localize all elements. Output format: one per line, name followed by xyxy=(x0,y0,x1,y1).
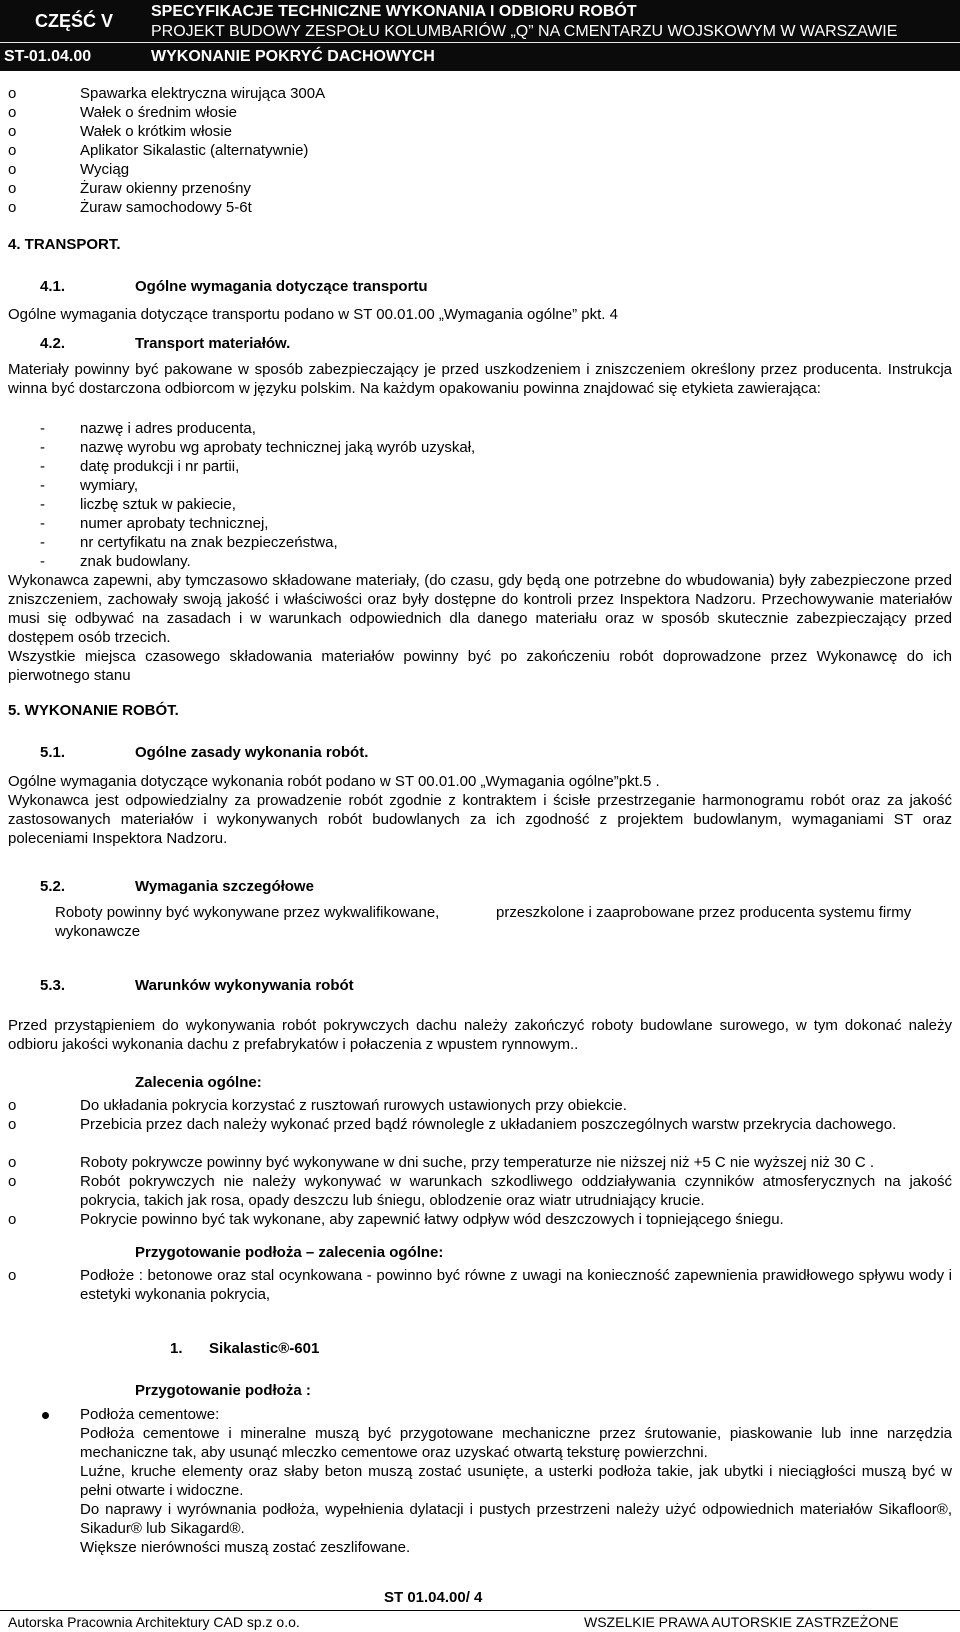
section-4-2-title: Transport materiałów. xyxy=(135,335,291,352)
cement-paragraph-1: Podłoża cementowe i mineralne muszą być przygotowane mechaniczne przez śrutowanie, piaskowanie lub inne narzędzia mechaniczne tak, aby usunąć mleczko cementowe oraz uzyskać otwartą teksturę powierzchni. xyxy=(80,1425,952,1461)
section-4-heading: 4. TRANSPORT. xyxy=(8,236,121,253)
dash-marker: - xyxy=(40,439,45,456)
footer-divider xyxy=(0,1610,960,1611)
cement-paragraph-2: Luźne, kruche elementy oraz słaby beton muszą zostać usunięte, a usterki podłoża takie, jak ubytki i nieciągłości muszą być w pełni otwarte i widoczne. xyxy=(80,1463,952,1499)
dash-marker: - xyxy=(40,420,45,437)
przygotowanie-item: Podłoże : betonowe oraz stal ocynkowana - powinno być równe z uwagi na konieczność zapewnienia prawidłowego spływu wody i estetyki wykonania pokrycia, xyxy=(80,1267,952,1303)
list-item: nazwę i adres producenta, xyxy=(80,420,256,437)
section-5-1-number: 5.1. xyxy=(40,744,66,761)
list-item: Przebicia przez dach należy wykonać przed bądź równolegle z układaniem poszczególnych warstw przekrycia dachowego. xyxy=(80,1116,897,1133)
list-item: Wałek o krótkim włosie xyxy=(80,123,232,140)
list-item: liczbę sztuk w pakiecie, xyxy=(80,496,236,513)
list-item: znak budowlany. xyxy=(80,553,191,570)
list-item: nazwę wyrobu wg aprobaty technicznej jaką wyrób uzyskał, xyxy=(80,439,476,456)
footer-right: WSZELKIE PRAWA AUTORSKIE ZASTRZEŻONE xyxy=(584,1614,899,1630)
list-item: Robót pokrywczych nie należy wykonywać w warunkach szkodliwego oddziaływania czynników atmosferycznych na jakość pokrycia, takich jak rosa, opady deszczu lub śniegu, oblodzenie oraz wiatr utrudniający krucie. xyxy=(80,1173,952,1209)
header-subtitle: WYKONANIE POKRYĆ DACHOWYCH xyxy=(151,48,435,65)
list-item: Roboty pokrywcze powinny być wykonywane w dni suche, przy temperaturze nie niższej niż +5 C nie wyższej niż 30 C . xyxy=(80,1154,875,1171)
section-5-3-number: 5.3. xyxy=(40,977,66,994)
list-item: Żuraw okienny przenośny xyxy=(80,180,251,197)
list-item: wymiary, xyxy=(80,477,139,494)
cement-label: Podłoża cementowe: xyxy=(80,1406,220,1423)
list-marker: o xyxy=(8,161,17,178)
dash-marker: - xyxy=(40,553,45,570)
list-marker: o xyxy=(8,1211,17,1228)
bullet-icon xyxy=(42,1412,49,1419)
list-marker: o xyxy=(8,1116,17,1133)
sikalastic-title: Sikalastic®-601 xyxy=(209,1340,320,1357)
list-marker: o xyxy=(8,1267,17,1284)
section-5-2-number: 5.2. xyxy=(40,878,66,895)
list-item: datę produkcji i nr partii, xyxy=(80,458,240,475)
dash-marker: - xyxy=(40,534,45,551)
page-number: ST 01.04.00/ 4 xyxy=(384,1589,483,1606)
section-5-2-text-a: Roboty powinny być wykonywane przez wykwalifikowane, xyxy=(55,904,440,921)
section-5-1-text: Ogólne wymagania dotyczące wykonania robót podano w ST 00.01.00 „Wymagania ogólne”pkt.5 . xyxy=(8,773,660,790)
section-4-1-text: Ogólne wymagania dotyczące transportu podano w ST 00.01.00 „Wymagania ogólne” pkt. 4 xyxy=(8,306,618,323)
list-item: Żuraw samochodowy 5-6t xyxy=(80,199,252,216)
list-marker: o xyxy=(8,123,17,140)
list-marker: o xyxy=(8,1097,17,1114)
list-item: Wałek o średnim włosie xyxy=(80,104,237,121)
list-item: Spawarka elektryczna wirująca 300A xyxy=(80,85,326,102)
section-5-1-paragraph: Wykonawca jest odpowiedzialny za prowadzenie robót zgodnie z kontraktem i ścisłe przestrzeganie harmonogramu robót oraz za jakość zastosowanych materiałów i wykonywanych robót budowlanych za ich zgodność z projektem budowlanym, wymaganiami ST oraz poleceniami Inspektora Nadzoru. xyxy=(8,792,952,847)
document-header xyxy=(0,0,960,71)
przygotowanie-title: Przygotowanie podłoża – zalecenia ogólne: xyxy=(135,1244,444,1261)
section-5-2-text-b: przeszkolone i zaaprobowane przez producenta systemu firmy xyxy=(496,904,912,921)
dash-marker: - xyxy=(40,515,45,532)
list-marker: o xyxy=(8,180,17,197)
list-marker: o xyxy=(8,142,17,159)
section-4-1-number: 4.1. xyxy=(40,278,66,295)
dash-marker: - xyxy=(40,458,45,475)
list-marker: o xyxy=(8,85,17,102)
list-item: Wyciąg xyxy=(80,161,130,178)
sikalastic-number: 1. xyxy=(170,1340,183,1357)
section-4-2-number: 4.2. xyxy=(40,335,66,352)
section-5-1-title: Ogólne zasady wykonania robót. xyxy=(135,744,369,761)
section-5-heading: 5. WYKONANIE ROBÓT. xyxy=(8,702,179,719)
list-marker: o xyxy=(8,1154,17,1171)
dash-marker: - xyxy=(40,477,45,494)
list-item: Do układania pokrycia korzystać z rusztowań rurowych ustawionych przy obiekcie. xyxy=(80,1097,627,1114)
header-project: PROJEKT BUDOWY ZESPOŁU KOLUMBARIÓW „Q” NA CMENTARZU WOJSKOWYM W WARSZAWIE xyxy=(151,23,898,40)
przygotowanie-podloza-title: Przygotowanie podłoża : xyxy=(135,1382,311,1399)
list-marker: o xyxy=(8,199,17,216)
list-item: Pokrycie powinno być tak wykonane, aby zapewnić łatwy odpływ wód deszczowych i topniejącego śniegu. xyxy=(80,1211,784,1228)
footer-left: Autorska Pracownia Architektury CAD sp.z o.o. xyxy=(8,1614,300,1630)
zalecenia-title: Zalecenia ogólne: xyxy=(135,1074,262,1091)
header-title: SPECYFIKACJE TECHNICZNE WYKONANIA I ODBIORU ROBÓT xyxy=(151,3,637,20)
section-4-2-paragraph-2: Wykonawca zapewni, aby tymczasowo składowane materiały, (do czasu, gdy będą one potrzebne do wbudowania) były zabezpieczone przed zniszczeniem, zachowały swoją jakość i właściwości oraz były dostępne do kontroli przez Inspektora Nadzoru. Przechowywanie materiałów musi się odbywać na zasadach i w warunkach odpowiednich dla danego materiału oraz w sposób skutecznie zabezpieczający przed dostępem osób trzecich. xyxy=(8,572,952,646)
section-5-3-title: Warunków wykonywania robót xyxy=(135,977,354,994)
section-4-2-paragraph-3: Wszystkie miejsca czasowego składowania materiałów powinny być po zakończeniu robót doprowadzone przez Wykonawcę do ich pierwotnego stanu xyxy=(8,648,952,684)
header-divider xyxy=(0,42,960,43)
dash-marker: - xyxy=(40,496,45,513)
list-item: numer aprobaty technicznej, xyxy=(80,515,269,532)
section-5-3-paragraph: Przed przystąpieniem do wykonywania robót pokrywczych dachu należy zakończyć roboty budowlane surowego, w tym dokonać należy odbioru jakości wykonania dachu z prefabrykatów i połaczenia z wpustem rynnowym.. xyxy=(8,1017,952,1053)
section-5-2-title: Wymagania szczegółowe xyxy=(135,878,314,895)
list-item: Aplikator Sikalastic (alternatywnie) xyxy=(80,142,309,159)
list-item: nr certyfikatu na znak bezpieczeństwa, xyxy=(80,534,338,551)
header-code: ST-01.04.00 xyxy=(4,48,92,65)
section-5-2-text-c: wykonawcze xyxy=(55,923,141,940)
header-part: CZĘŚĆ V xyxy=(35,11,114,31)
list-marker: o xyxy=(8,1173,17,1190)
cement-paragraph-3: Do naprawy i wyrównania podłoża, wypełnienia dylatacji i pustych przestrzeni należy użyć odpowiednich materiałów Sikafloor®, Sikadur® lub Sikagard®. xyxy=(80,1501,952,1537)
list-marker: o xyxy=(8,104,17,121)
cement-paragraph-4: Większe nierówności muszą zostać zeszlifowane. xyxy=(80,1539,411,1556)
section-4-1-title: Ogólne wymagania dotyczące transportu xyxy=(135,278,428,295)
section-4-2-paragraph-1: Materiały powinny być pakowane w sposób zabezpieczający je przed uszkodzeniem i zniszczeniem określony przez producenta. Instrukcja winna być dostarczona odbiorcom w języku polskim. Na każdym opakowaniu powinna znajdować się etykieta zawierająca: xyxy=(8,361,952,397)
